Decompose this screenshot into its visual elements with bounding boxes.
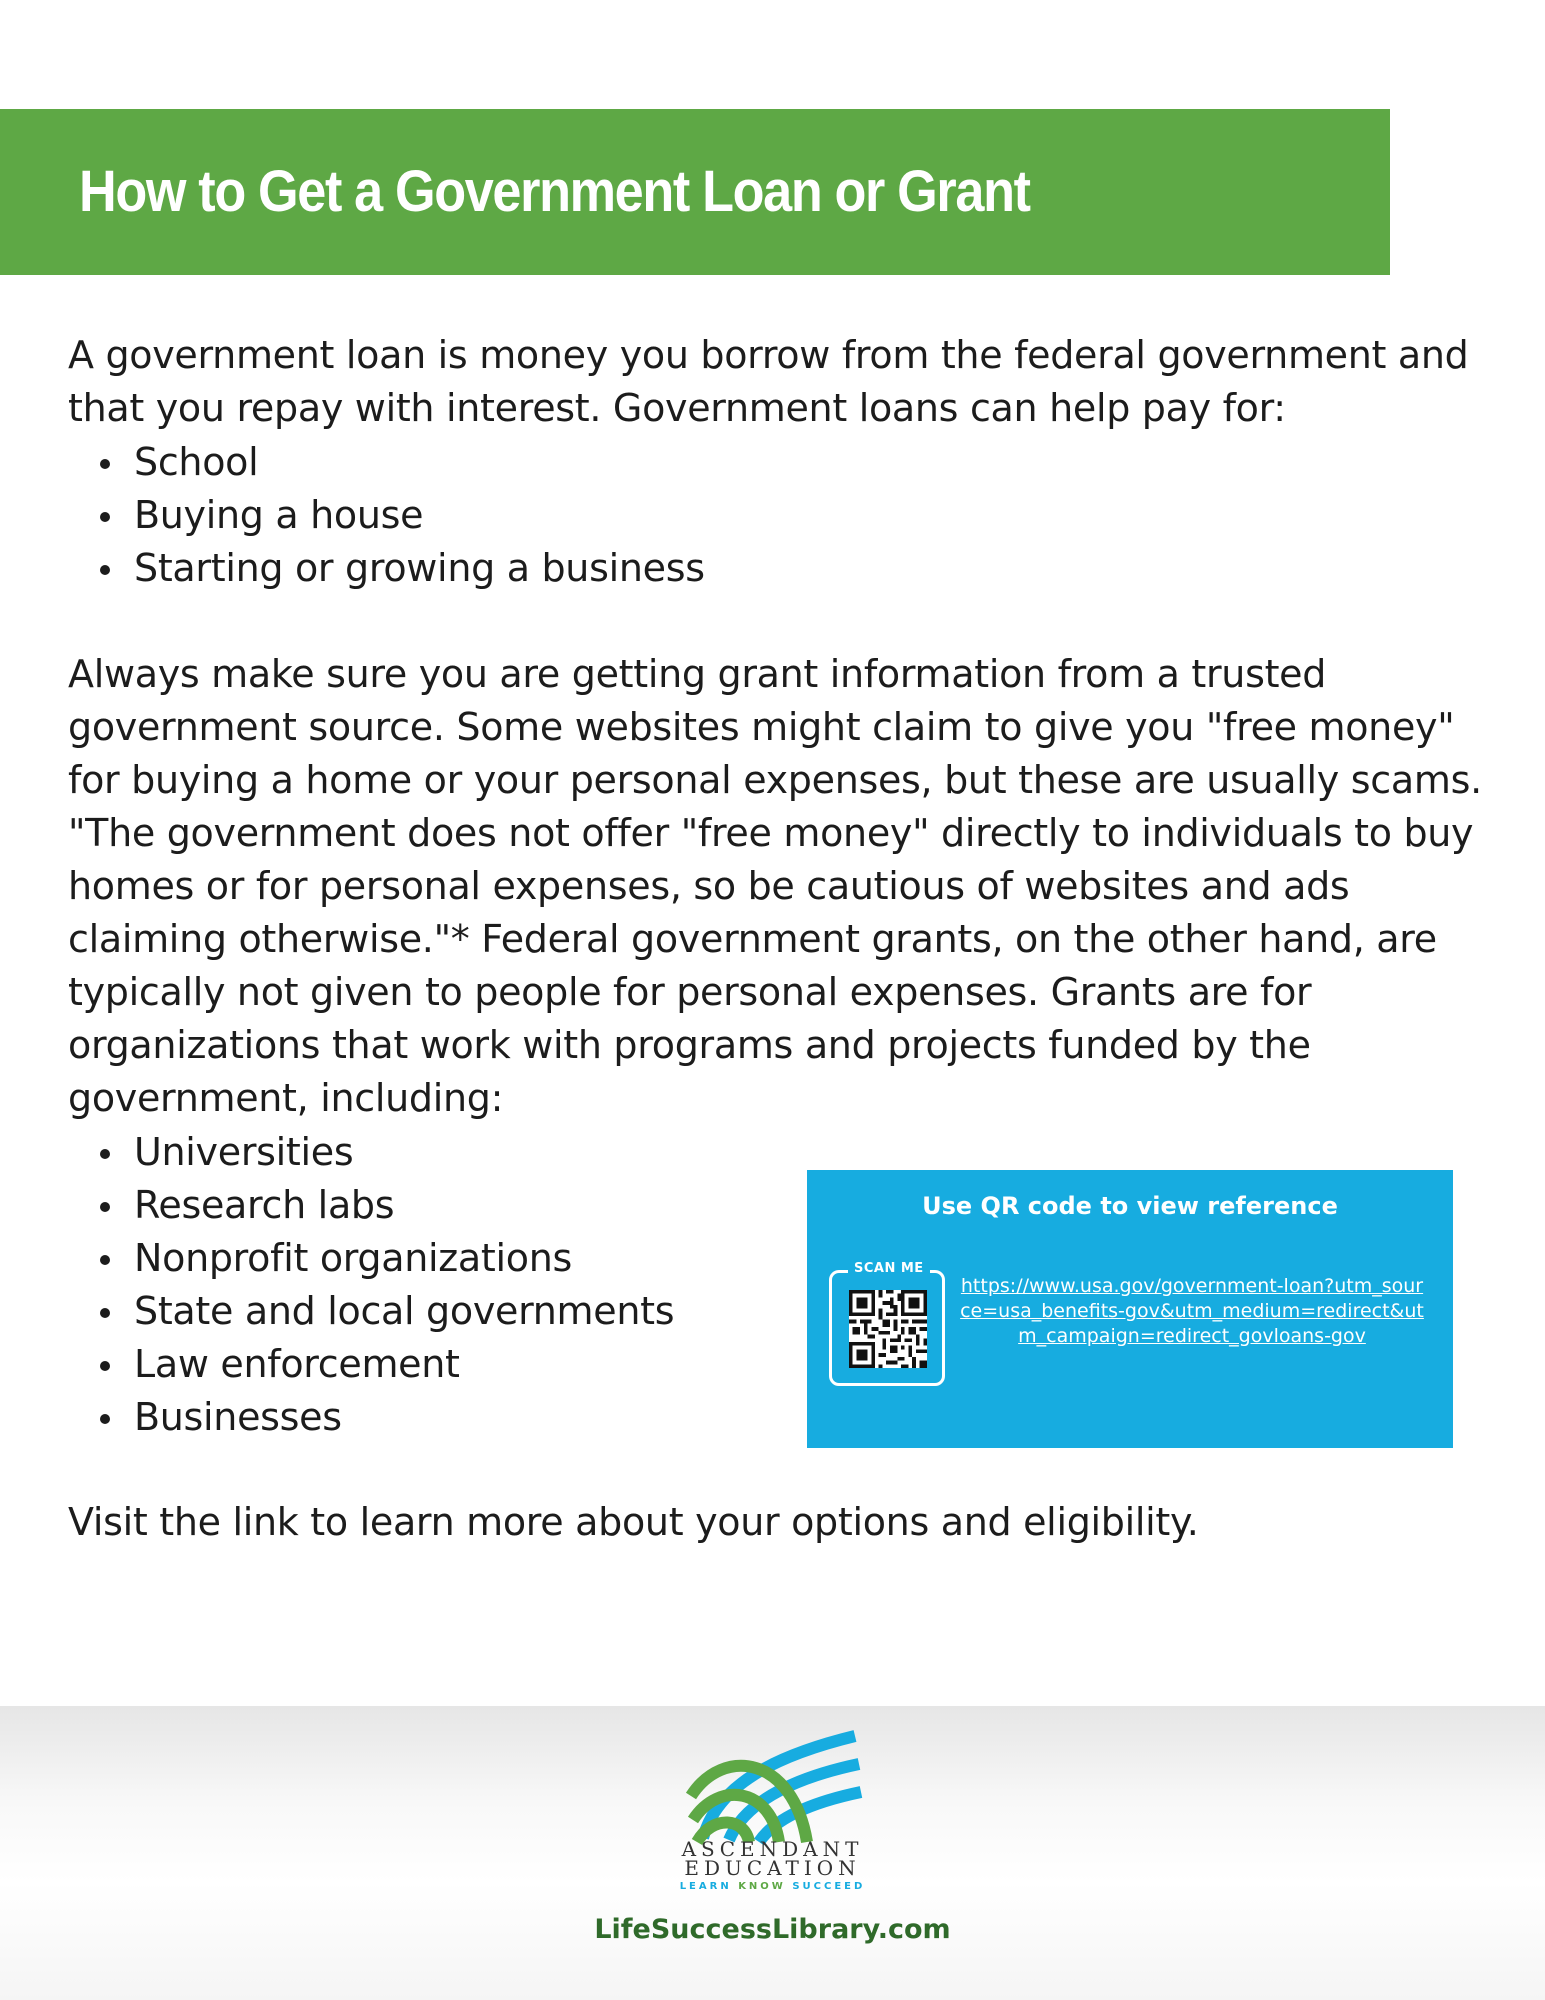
logo-line-1: ASCENDANT	[681, 1837, 864, 1861]
list-item: State and local governments	[92, 1285, 674, 1338]
ascendant-logo-icon	[683, 1726, 863, 1846]
qr-code-icon[interactable]	[849, 1290, 927, 1368]
list-item: School	[92, 436, 705, 489]
list-item: Buying a house	[92, 489, 705, 542]
tagline-know: KNOW	[738, 1881, 786, 1892]
intro-paragraph: A government loan is money you borrow from the federal government and that you repay with interest. Government loans can help pay for:	[68, 333, 1469, 430]
reference-link[interactable]: https://www.usa.gov/government-loan?utm_source=usa_benefits-gov&utm_medium=redirect&utm_campaign=redirect_govloans-gov	[960, 1275, 1424, 1347]
page-title: How to Get a Government Loan or Grant	[79, 159, 1030, 224]
reference-box	[807, 1170, 1453, 1448]
title-banner	[0, 109, 1390, 275]
list-item: Businesses	[92, 1391, 674, 1444]
closing-paragraph: Visit the link to learn more about your options and eligibility.	[68, 1500, 1199, 1544]
scan-me-label: SCAN ME	[848, 1261, 930, 1276]
logo-tagline	[600, 1881, 945, 1892]
tagline-learn: LEARN	[679, 1881, 732, 1892]
reference-heading: Use QR code to view reference	[922, 1192, 1338, 1220]
logo-wordmark	[600, 1837, 945, 1880]
website-link[interactable]: LifeSuccessLibrary.com	[594, 1914, 951, 1945]
list-item: Universities	[92, 1126, 674, 1179]
qr-frame[interactable]	[829, 1261, 945, 1386]
list-item: Research labs	[92, 1179, 674, 1232]
tagline-succeed: SUCCEED	[792, 1881, 866, 1892]
grants-paragraph: Always make sure you are getting grant information from a trusted government source. Some websites might claim to give you "free money" for buying a home or your personal expenses, but these are usually scams. "The government does not offer "free money" directly to individuals to buy homes or for personal expenses, so be cautious of websites and ads claiming otherwise."* Federal government grants, on the other hand, are typically not given to people for personal expenses. Grants are for organizations that work with programs and projects funded by the government, including:	[68, 652, 1482, 1120]
list-item: Nonprofit organizations	[92, 1232, 674, 1285]
footer	[0, 1706, 1545, 2000]
grant-recipients-list	[92, 1126, 674, 1444]
list-item: Starting or growing a business	[92, 542, 705, 595]
loan-uses-list	[92, 436, 705, 595]
logo-line-2: EDUCATION	[684, 1856, 861, 1880]
list-item: Law enforcement	[92, 1338, 674, 1391]
